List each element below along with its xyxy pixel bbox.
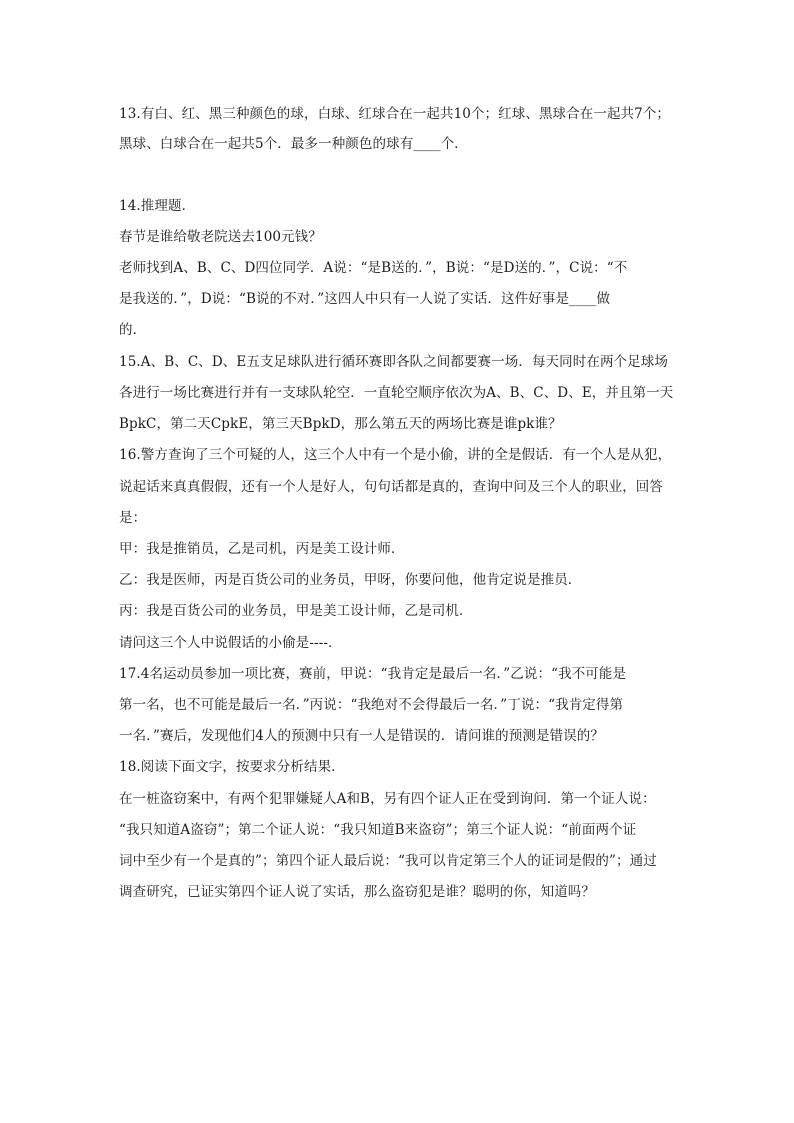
q17-line-3: 一名．”赛后，发现他们4人的预测中只有一人是错误的．请问谁的预测是错误的？ [119, 728, 604, 744]
q17-line-1: 17.4名运动员参加一项比赛，赛前，甲说：“我肯定是最后一名．”乙说：“我不可能是 [119, 666, 627, 682]
q15-line-2: 各进行一场比赛进行并有一支球队轮空．一直轮空顺序依次为A、B、C、D、E，并且第一天 [119, 385, 674, 401]
q18-title: 18.阅读下面文字，按要求分析结果． [119, 759, 345, 775]
q16-question: 请问这三个人中说假话的小偷是----． [119, 635, 342, 651]
q16-line-3: 是： [119, 510, 147, 526]
q16-statement-jia: 甲：我是推销员，乙是司机，丙是美工设计师． [119, 541, 405, 557]
q14-title: 14.推理题． [119, 198, 196, 214]
q15-line-1: 15.A、B、C、D、E五支足球队进行循环赛即各队之间都要赛一场．每天同时在两个足球场 [119, 354, 668, 370]
q16-line-1: 16.警方查询了三个可疑的人，这三个人中有一个是小偷，讲的全是假话．有一个人是从犯， [119, 447, 672, 463]
q18-line-4: 调查研究，已证实第四个证人说了实话，那么盗窃犯是谁？聪明的你，知道吗？ [119, 884, 595, 900]
q16-statement-yi: 乙：我是医师，丙是百货公司的业务员，甲呀，你要问他，他肯定说是推员． [119, 572, 582, 588]
q16-statement-bing: 丙：我是百货公司的业务员，甲是美工设计师，乙是司机． [119, 603, 473, 619]
q15-line-3: BpkC，第二天CpkE，第三天BpkD，那么第五天的两场比赛是谁pk谁？ [119, 416, 562, 432]
q14-line-2: 老师找到A、B、C、D四位同学．A说：“是B送的．”，B说：“是D送的．”，C说：“不 [119, 260, 628, 276]
q14-line-3: 是我送的．”，D说：“B说的不对．”这四人中只有一人说了实话．这件好事是____做 [119, 291, 611, 307]
q13-line-1: 13.有白、红、黑三种颜色的球，白球、红球合在一起共10个；红球、黑球合在一起共7个； [119, 106, 671, 122]
q14-line-1: 春节是谁给敬老院送去100元钱？ [119, 229, 322, 245]
q18-line-2: “我只知道A盗窃”；第二个证人说：“我只知道B来盗窃”；第三个证人说：“前面两个证 [119, 822, 637, 838]
q17-line-2: 第一名，也不可能是最后一名．”丙说：“我绝对不会得最后一名．”丁说：“我肯定得第 [119, 697, 624, 713]
q18-line-1: 在一桩盗窃案中，有两个犯罪嫌疑人A和B，另有四个证人正在受到询问．第一个证人说： [119, 791, 656, 807]
q18-line-3: 词中至少有一个是真的”；第四个证人最后说：“我可以肯定第三个人的证词是假的”；通过 [119, 853, 657, 869]
q13-line-2: 黑球、白球合在一起共5个．最多一种颜色的球有____个． [119, 136, 468, 152]
q16-line-2: 说起话来真真假假，还有一个人是好人，句句话都是真的，查询中问及三个人的职业，回答 [119, 479, 663, 495]
q14-line-4: 的． [119, 322, 147, 338]
